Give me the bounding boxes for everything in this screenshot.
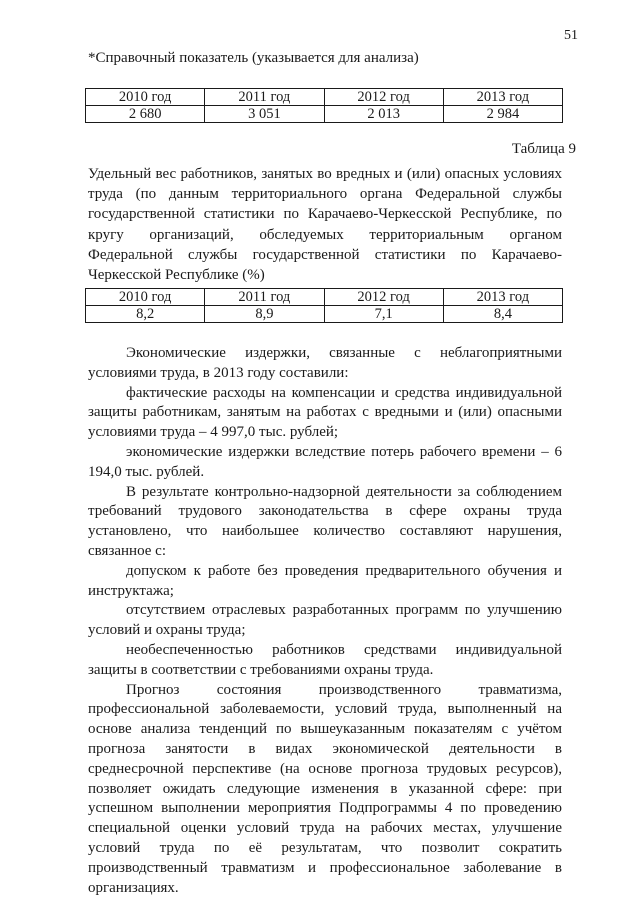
table-header-cell: 2011 год: [205, 89, 324, 106]
hazardous-conditions-share-table: [85, 288, 563, 323]
table-number: Таблица 9: [511, 141, 576, 157]
table-cell: 7,1: [324, 306, 443, 323]
reference-note: *Справочный показатель (указывается для анализа): [88, 50, 419, 66]
table-header-row: [86, 89, 563, 106]
paragraph: В результате контрольно-надзорной деятельности за соблюдением требований трудового законодательства в сфере охраны труда установлено, что наибольшее количество составляют нарушения, связанное с:: [88, 483, 562, 559]
table-header-cell: 2013 год: [443, 289, 562, 306]
reference-indicator-table: [85, 88, 563, 123]
paragraph: Прогноз состояния производственного травматизма, профессиональной заболеваемости, условий труда, выполненный на основе анализа тенденций по вышеуказанным показателям с учётом прогноза занятости в видах экономической деятельности в среднесрочной перспективе (на основе прогноза трудовых ресурсов), позволяет ожидать следующие изменения в указанной сфере: при успешном выполнении мероприятия Подпрограммы 4 по проведению специальной оценки условий труда на рабочих местах, улучшение условий труда по её результатам, что позволит сократить производственный травматизм и профессиональное заболевание в организациях.: [88, 681, 562, 896]
paragraph: необеспеченностью работников средствами индивидуальной защиты в соответствии с требованиями охраны труда.: [88, 641, 562, 678]
paragraph: отсутствием отраслевых разработанных программ по улучшению условий и охраны труда;: [88, 602, 562, 639]
table-header-cell: 2011 год: [205, 289, 324, 306]
table-header-cell: 2012 год: [324, 89, 443, 106]
table-cell: 3 051: [205, 106, 324, 123]
table-cell: 2 680: [86, 106, 205, 123]
paragraph: фактические расходы на компенсации и средства индивидуальной защиты работникам, занятым на работах с вредными и (или) опасными условиями труда – 4 997,0 тыс. рублей;: [88, 384, 562, 441]
table-cell: 2 984: [443, 106, 562, 123]
page-number: 51: [564, 28, 578, 43]
table-row: [86, 106, 563, 123]
table-cell: 2 013: [324, 106, 443, 123]
table-header-cell: 2012 год: [324, 289, 443, 306]
table-cell: 8,9: [205, 306, 324, 323]
table-row: [86, 306, 563, 323]
table-caption: Удельный вес работников, занятых во вредных и (или) опасных условиях труда (по данным территориального органа Федеральной службы государственной статистики по Карачаево-Черкесской Республике, по кругу организаций, обследуемых территориальным органом Федеральной службы государственной статистики по Карачаево-Черкесской Республике (%): [88, 166, 562, 284]
paragraph: экономические издержки вследствие потерь рабочего времени – 6 194,0 тыс. рублей.: [88, 443, 562, 480]
table-header-row: [86, 289, 563, 306]
paragraph: Экономические издержки, связанные с неблагоприятными условиями труда, в 2013 году составили:: [88, 345, 562, 381]
table-header-cell: 2013 год: [443, 89, 562, 106]
table-header-cell: 2010 год: [86, 89, 205, 106]
paragraph: допуском к работе без проведения предварительного обучения и инструктажа;: [88, 562, 562, 599]
body-text: [88, 344, 562, 898]
table-header-cell: 2010 год: [86, 289, 205, 306]
table-cell: 8,2: [86, 306, 205, 323]
table-cell: 8,4: [443, 306, 562, 323]
